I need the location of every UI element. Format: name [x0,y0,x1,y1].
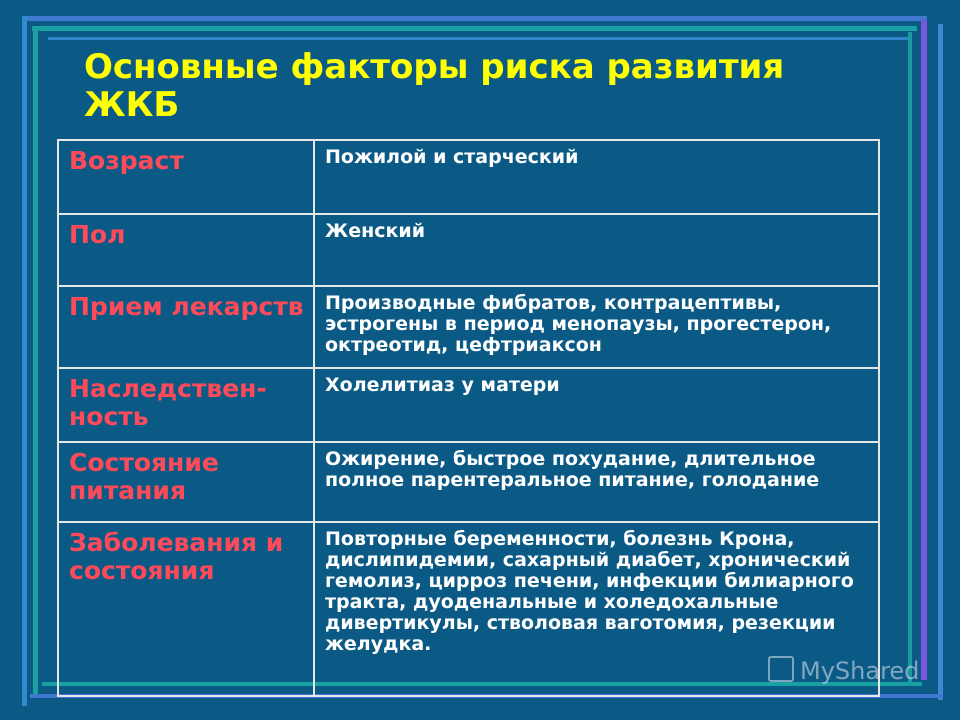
description-cell: Женский [314,214,879,286]
description-cell: Пожилой и старческий [314,140,879,214]
factor-cell: Возраст [58,140,314,214]
factor-cell: Заболевания и состояния [58,522,314,696]
factor-cell: Наследствен-ность [58,368,314,442]
watermark-text: MyShared [800,657,920,685]
watermark [768,656,919,685]
frame-line-top-2 [32,26,917,31]
description-cell: Холелитиаз у матери [314,368,879,442]
factor-cell: Прием лекарств [58,286,314,368]
frame-line-right-3 [908,32,912,682]
frame-line-top-3 [48,37,908,40]
frame-line-left-2 [33,26,38,694]
table-row [58,522,879,696]
table-row [58,286,879,368]
factor-cell: Состояние питания [58,442,314,522]
frame-line-right-1 [921,20,927,680]
frame-line-top-1 [22,16,927,21]
table-row [58,368,879,442]
table-row [58,442,879,522]
description-cell: Повторные беременности, болезнь Крона, дислипидемии, сахарный диабет, хронический гемолиз, цирроз печени, инфекции билиарного тракта, дуоденальные и холедохальные дивертикулы, стволовая ваготомия, резекции желудка. [314,522,879,696]
presentation-icon [768,656,794,682]
description-cell: Производные фибратов, контрацептивы, эстрогены в период менопаузы, прогестерон, октреотид, цефтриаксон [314,286,879,368]
factor-cell: Пол [58,214,314,286]
description-cell: Ожирение, быстрое похудание, длительное полное парентеральное питание, голодание [314,442,879,522]
frame-line-right-2 [938,24,943,700]
slide-title: Основные факторы риска развития ЖКБ [84,47,785,125]
table-row [58,140,879,214]
frame-line-left-1 [22,16,27,706]
risk-factors-table [57,139,880,697]
table-row [58,214,879,286]
